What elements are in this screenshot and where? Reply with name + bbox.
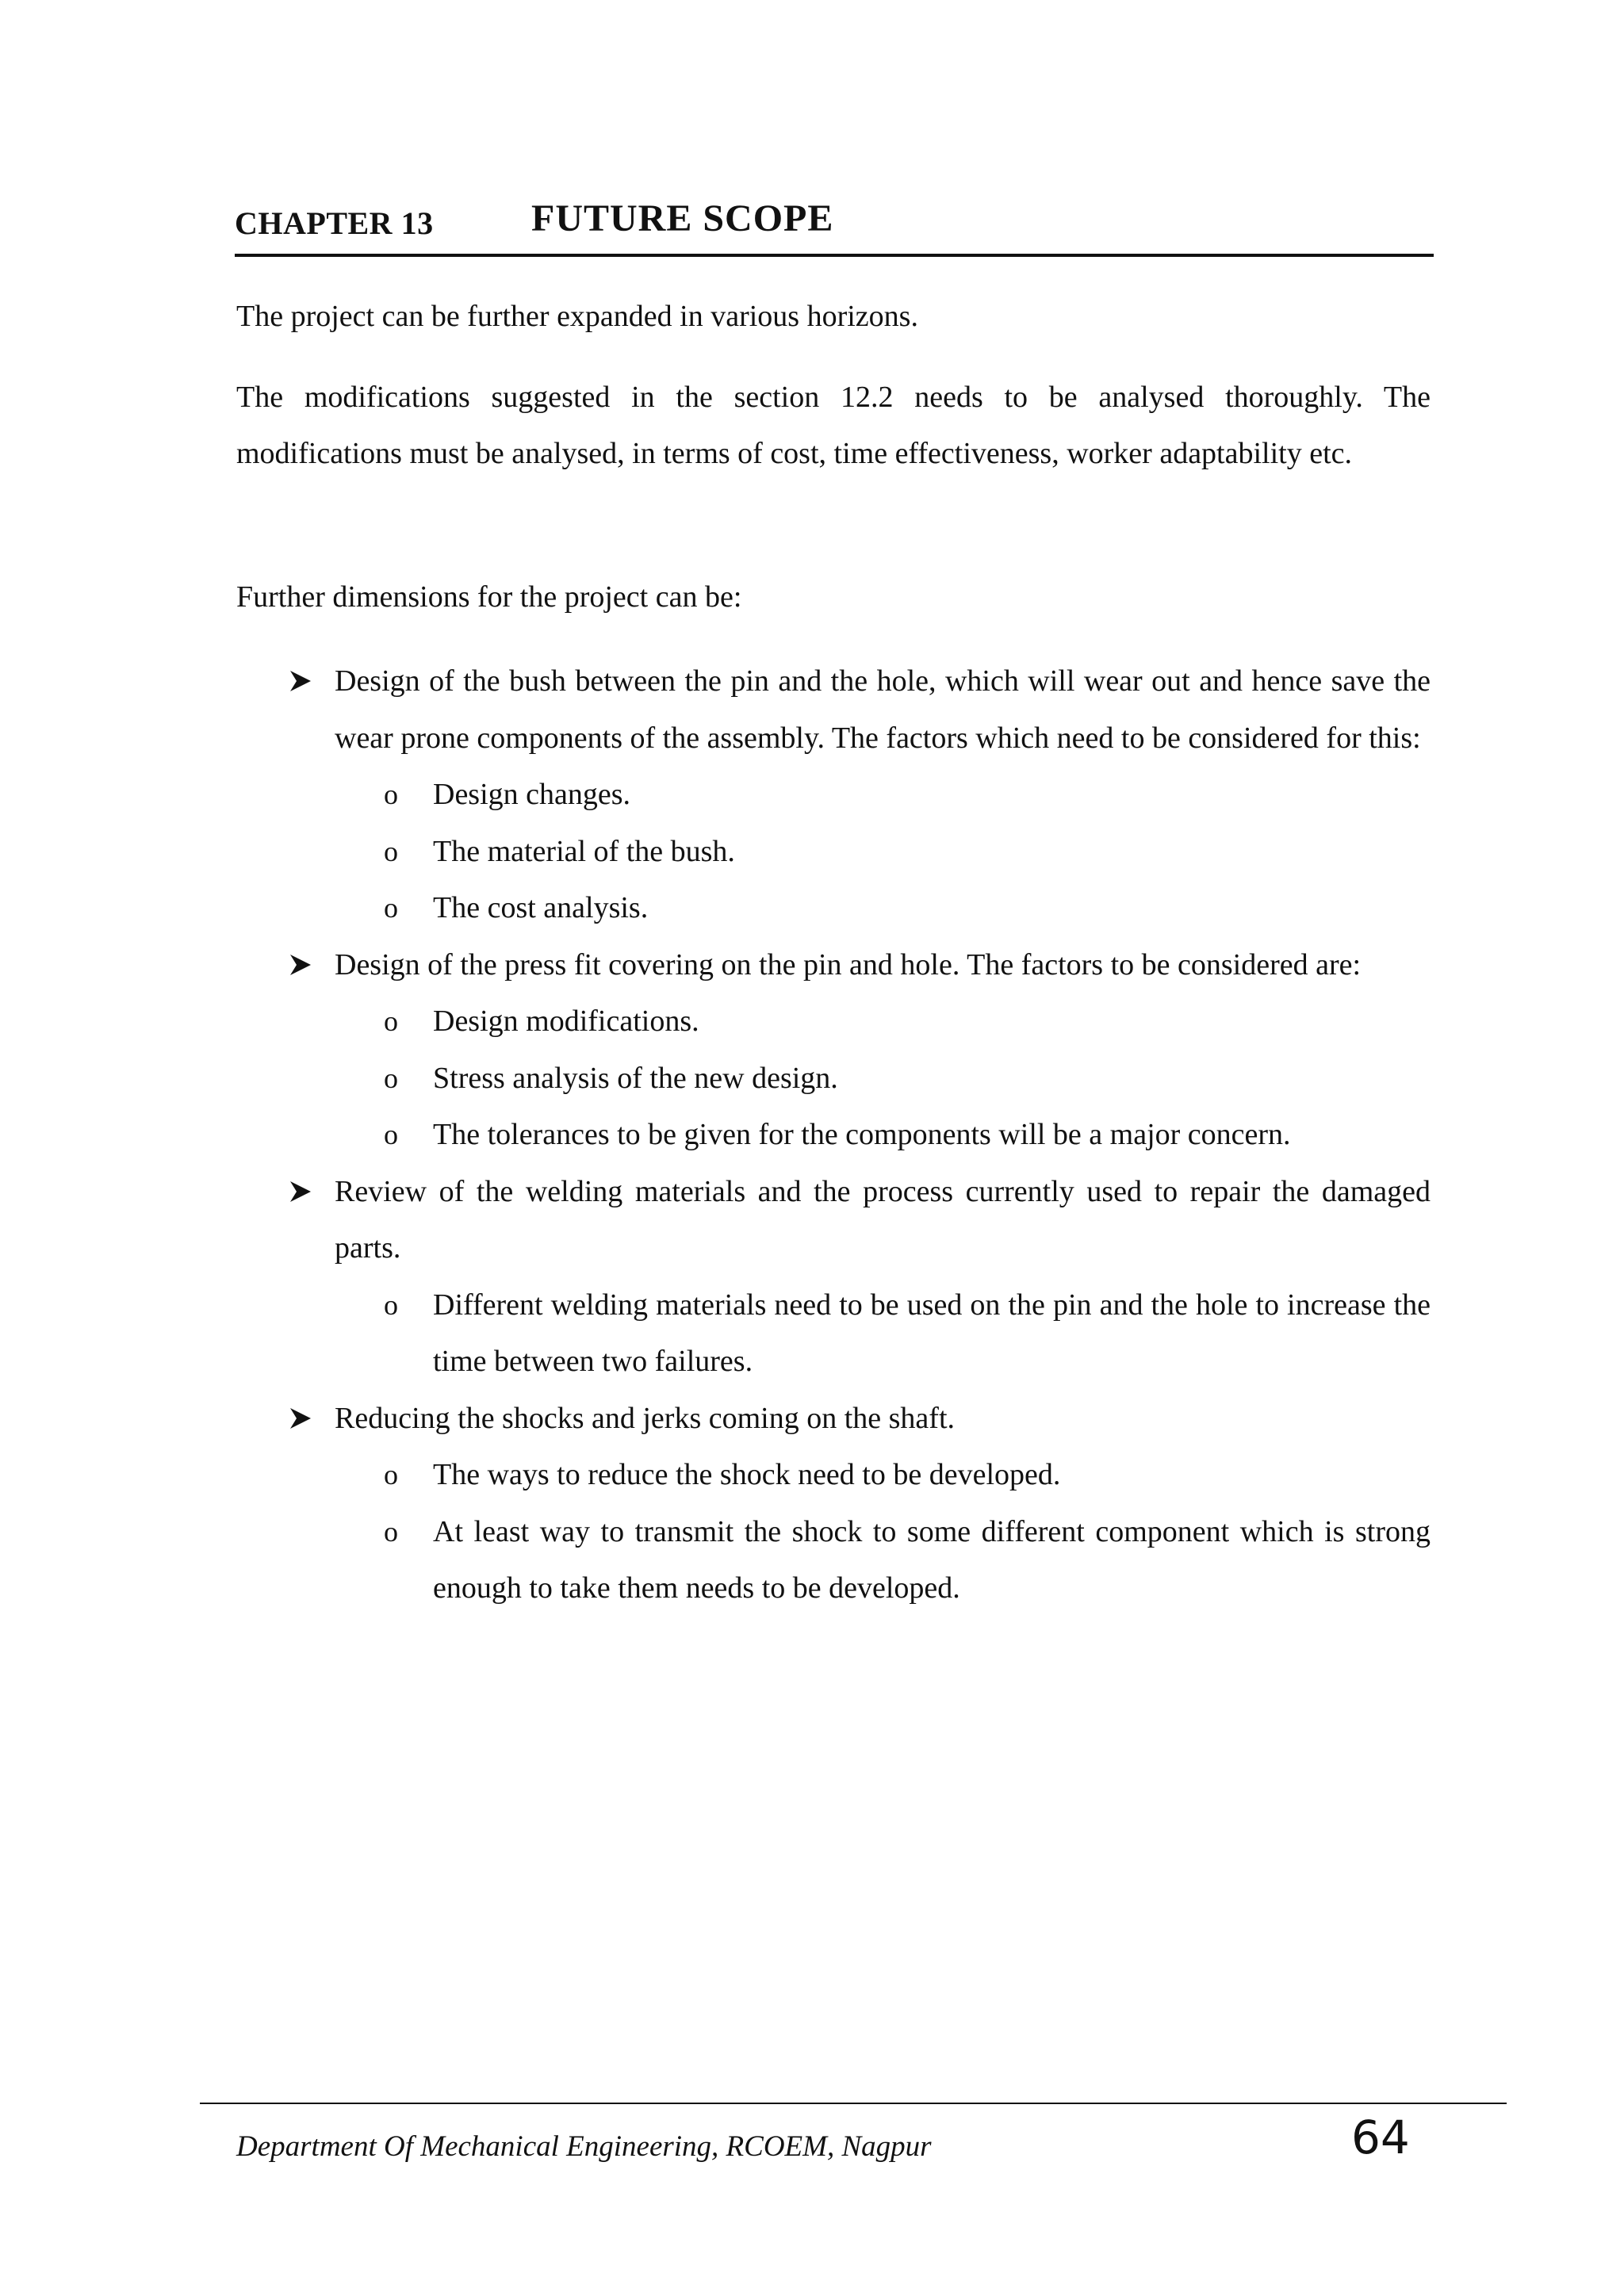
list-item	[236, 937, 1431, 994]
arrowhead-bullet-icon	[285, 653, 317, 710]
sub-list-item-text: Different welding materials need to be used on the pin and the hole to increase the time between two failures.	[433, 1288, 1431, 1378]
sub-list-item-text: The cost analysis.	[433, 891, 649, 924]
sub-list-item-text: The ways to reduce the shock need to be developed.	[433, 1458, 1061, 1491]
arrowhead-bullet-icon	[285, 1391, 317, 1447]
list-item-text: Design of the bush between the pin and the hole, which will wear out and hence save the wear prone components of the assembly. The factors which need to be considered for this:	[335, 664, 1431, 755]
footer-divider	[200, 2103, 1507, 2104]
sub-list-item-text: Design changes.	[433, 778, 631, 811]
sub-list-item-text: Design modifications.	[433, 1004, 699, 1038]
sub-list-item	[236, 767, 1431, 824]
list-item-text: Design of the press fit covering on the pin and hole. The factors to be considered are:	[335, 947, 1362, 982]
chapter-title: FUTURE SCOPE	[531, 197, 834, 239]
list-item-text: Reducing the shocks and jerks coming on the shaft.	[335, 1401, 956, 1435]
sub-list-item-text: The tolerances to be given for the components will be a major concern.	[433, 1118, 1291, 1151]
dimensions-lead-paragraph: Further dimensions for the project can be:	[236, 580, 742, 614]
sub-list-marker: o	[384, 1515, 398, 1548]
sub-list-marker: o	[384, 1119, 398, 1150]
sub-list-marker: o	[384, 892, 398, 924]
sub-list-item	[236, 1277, 1431, 1391]
sub-list-item	[236, 1447, 1431, 1504]
modifications-paragraph: The modifications suggested in the section 12.2 needs to be analysed thoroughly. The modifications must be analysed, in terms of cost, time effectiveness, worker adaptability etc.	[236, 381, 1431, 470]
arrowhead-bullet-icon	[285, 937, 317, 993]
sub-list-marker: o	[384, 1459, 398, 1490]
list-item	[236, 1164, 1431, 1277]
footer-department: Department Of Mechanical Engineering, RCOEM, Nagpur	[236, 2130, 932, 2163]
chapter-heading	[235, 197, 1434, 257]
page-number: 64	[1351, 2110, 1410, 2164]
sub-list-marker: o	[384, 779, 398, 810]
intro-paragraph: The project can be further expanded in various horizons.	[236, 300, 918, 333]
sub-list-item-text: At least way to transmit the shock to some different component which is strong enough to take them needs to be developed.	[433, 1514, 1431, 1605]
sub-list-marker: o	[384, 835, 398, 867]
chapter-label: CHAPTER 13	[235, 205, 434, 241]
sub-list-marker: o	[384, 1005, 398, 1037]
sub-list-item	[236, 880, 1431, 937]
sub-list-item	[236, 1504, 1431, 1617]
future-scope-list	[236, 653, 1431, 1617]
sub-list-marker: o	[384, 1288, 398, 1321]
sub-list-marker: o	[384, 1062, 398, 1094]
sub-list-item	[236, 824, 1431, 881]
arrowhead-bullet-icon	[285, 1164, 317, 1220]
sub-list-item	[236, 993, 1431, 1050]
sub-list-item-text: The material of the bush.	[433, 834, 735, 868]
list-item	[236, 653, 1431, 767]
list-item	[236, 1391, 1431, 1448]
sub-list-item-text: Stress analysis of the new design.	[433, 1061, 838, 1095]
sub-list-item	[236, 1050, 1431, 1108]
sub-list-item	[236, 1107, 1431, 1164]
list-item-text: Review of the welding materials and the process currently used to repair the damaged parts.	[335, 1174, 1431, 1265]
